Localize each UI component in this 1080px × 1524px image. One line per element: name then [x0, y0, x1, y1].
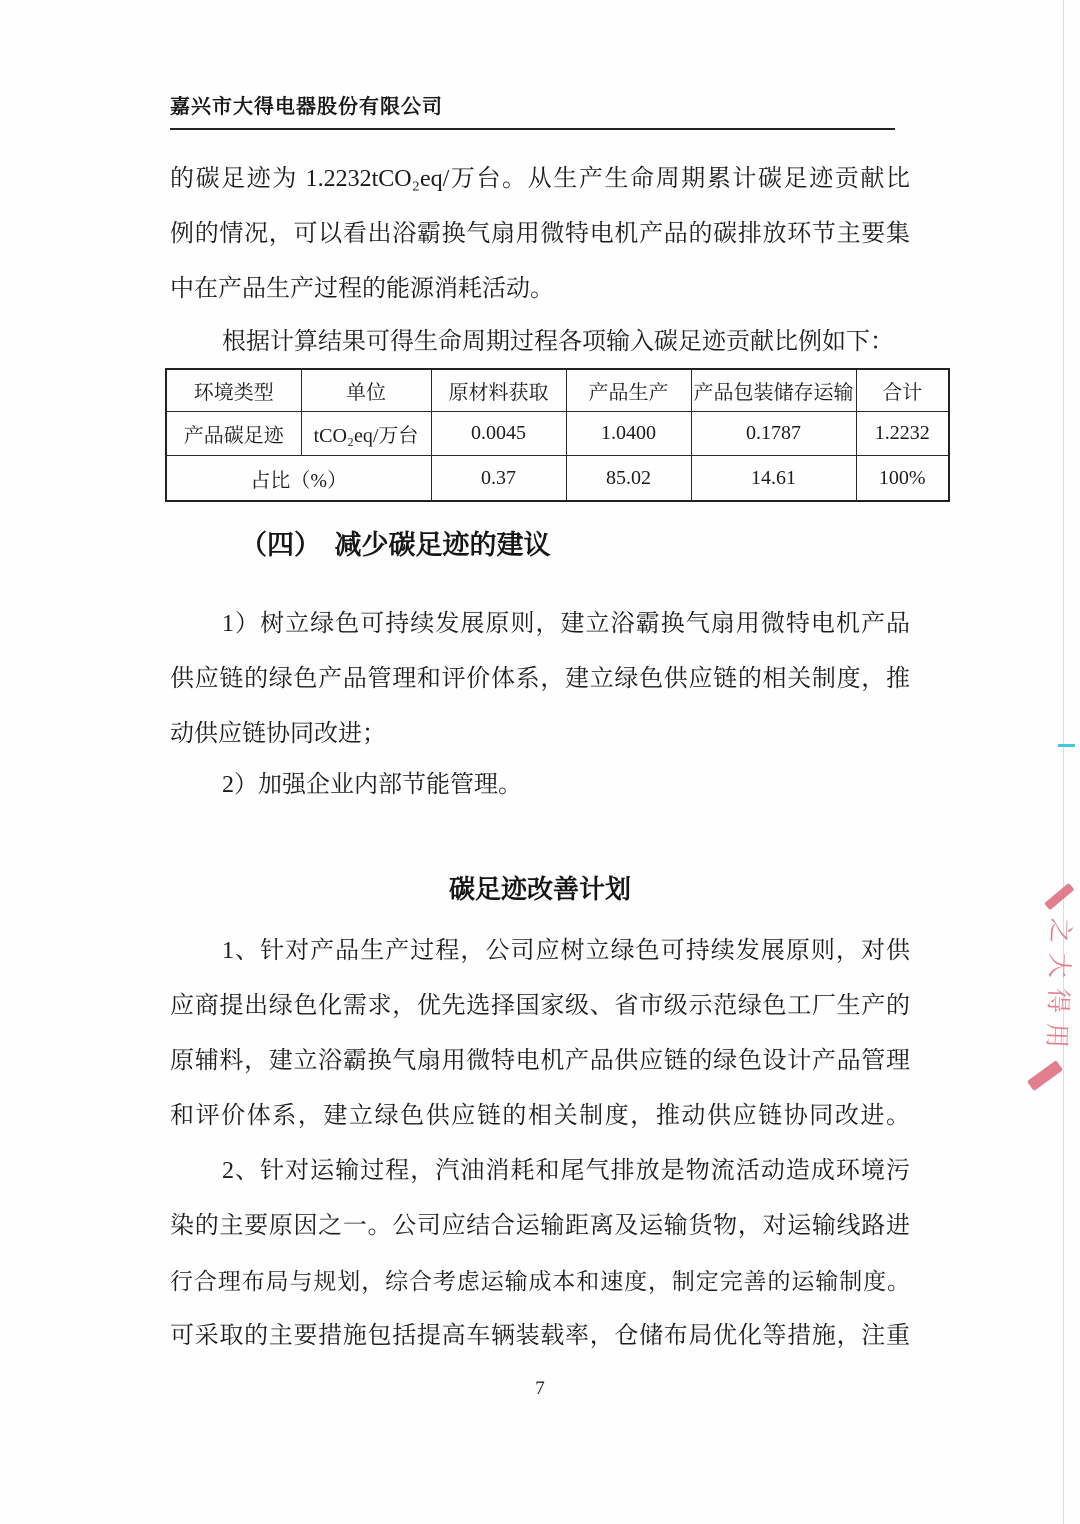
stamp-stroke-icon [1027, 1060, 1063, 1091]
text-line: 可采取的主要措施包括提高车辆装载率，仓储布局优化等措施，注重 [170, 1323, 910, 1349]
text-line: 2、针对运输过程，汽油消耗和尾气排放是物流活动造成环境污 [222, 1158, 910, 1184]
cell-production: 1.0400 [566, 412, 691, 456]
cell-raw-material: 0.0045 [431, 412, 566, 456]
text-line: 1、针对产品生产过程，公司应树立绿色可持续发展原则，对供 [222, 938, 910, 964]
scan-edge-line [1063, 0, 1064, 1524]
text-line: 2）加强企业内部节能管理。 [222, 772, 522, 798]
table-row-percent [166, 456, 949, 502]
text-line: 应商提出绿色化需求，优先选择国家级、省市级示范绿色工厂生产的 [170, 993, 910, 1019]
col-header-packaging-transport: 产品包装储存运输 [691, 369, 856, 412]
text-line: 中在产品生产过程的能源消耗活动。 [170, 276, 554, 302]
table-row-footprint [166, 412, 949, 456]
header-rule [170, 128, 895, 130]
section-four-heading: （四） 减少碳足迹的建议 [240, 530, 551, 560]
col-header-production: 产品生产 [566, 369, 691, 412]
cyan-tick-mark [1058, 744, 1075, 747]
cell-percent-packaging-transport: 14.61 [691, 456, 856, 502]
text-line: 根据计算结果可得生命周期过程各项输入碳足迹贡献比例如下： [222, 329, 894, 355]
improvement-plan-heading: 碳足迹改善计划 [448, 875, 631, 904]
text-line: 动供应链协同改进； [170, 721, 386, 747]
company-stamp-fragment [1022, 883, 1080, 1097]
stamp-stroke-icon [1044, 883, 1074, 910]
text-line: 和评价体系，建立绿色供应链的相关制度，推动供应链协同改进。 [170, 1103, 910, 1129]
cell-total: 1.2232 [856, 412, 949, 456]
table-header-row [166, 369, 949, 412]
text-line: 供应链的绿色产品管理和评价体系，建立绿色供应链的相关制度，推 [170, 666, 910, 692]
cell-packaging-transport: 0.1787 [691, 412, 856, 456]
col-header-raw-material: 原材料获取 [431, 369, 566, 412]
text-line: 原辅料，建立浴霸换气扇用微特电机产品供应链的绿色设计产品管理 [170, 1048, 910, 1074]
text-line: 染的主要原因之一。公司应结合运输距离及运输货物，对运输线路进 [170, 1213, 910, 1239]
plan-paragraph-1 [170, 924, 910, 1144]
col-header-total: 合计 [856, 369, 949, 412]
col-header-env-type: 环境类型 [166, 369, 301, 412]
cell-percent-label: 占比（%） [166, 456, 431, 502]
page-number: 7 [535, 1378, 545, 1399]
stamp-text: 之大得用 [1041, 917, 1075, 1059]
cell-unit: tCO₂eq/万台 [301, 412, 431, 456]
header-company-name: 嘉兴市大得电器股份有限公司 [170, 96, 443, 118]
paragraph-table-lead [170, 315, 910, 370]
cell-percent-production: 85.02 [566, 456, 691, 502]
text-line: 1）树立绿色可持续发展原则，建立浴霸换气扇用微特电机产品 [222, 611, 910, 637]
suggestion-item-2 [170, 758, 910, 813]
cell-percent-total: 100% [856, 456, 949, 502]
cell-percent-raw-material: 0.37 [431, 456, 566, 502]
col-header-unit: 单位 [301, 369, 431, 412]
footprint-contribution-table [165, 368, 948, 502]
suggestion-item-1 [170, 597, 910, 762]
paragraph-carbon-footprint [170, 152, 910, 317]
cell-env-type: 产品碳足迹 [166, 412, 301, 456]
text-line: 例的情况，可以看出浴霸换气扇用微特电机产品的碳排放环节主要集 [170, 221, 910, 247]
text-line: 行合理布局与规划，综合考虑运输成本和速度，制定完善的运输制度。 [170, 1269, 910, 1294]
text-line: 的碳足迹为 1.2232tCO₂eq/万台。从生产生命周期累计碳足迹贡献比 [170, 166, 910, 192]
plan-paragraph-2 [170, 1144, 910, 1364]
